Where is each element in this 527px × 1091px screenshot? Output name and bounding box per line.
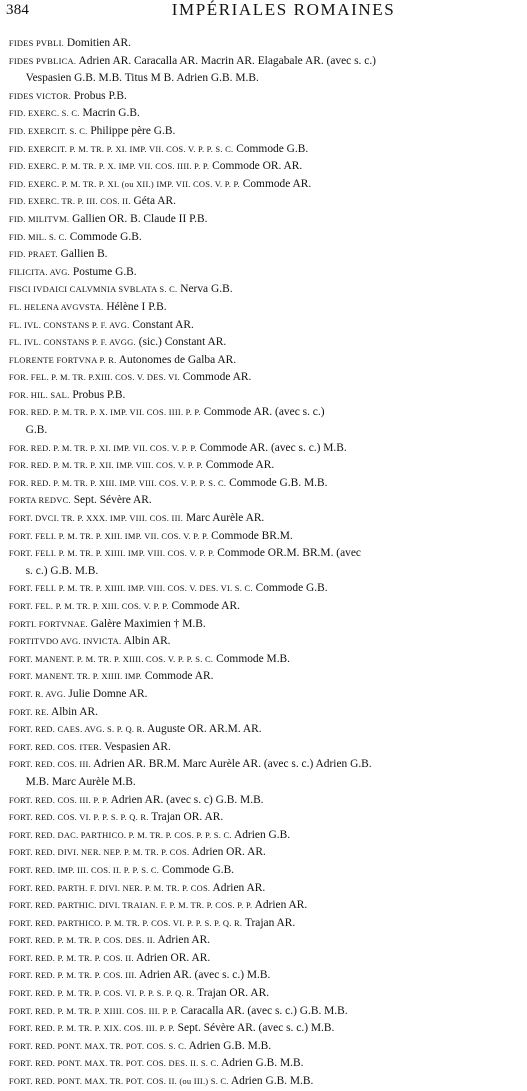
entry-line — [0, 650, 519, 668]
emperor-and-metals: Commode BR.M. — [208, 528, 293, 542]
coin-legend: FOR. RED. P. M. TR. P. XIII. IMP. VIII. COS. V. P. P. S. C. — [8, 477, 227, 488]
emperor-and-metals: Commode AR. — [239, 176, 312, 190]
entry-line — [0, 245, 519, 263]
entry-line — [0, 1002, 519, 1020]
page-number: 384 — [6, 2, 30, 18]
coin-legend: FORT. RED. P. M. TR. P. COS. III. — [8, 970, 137, 981]
coin-legend: FORT. RED. P. M. TR. P. COS. II. — [8, 952, 134, 963]
emperor-and-metals: Albin AR. — [121, 634, 171, 648]
emperor-and-metals: Marc Aurèle AR. — [183, 511, 265, 525]
entry-line — [0, 791, 519, 809]
entry-line — [0, 386, 519, 404]
coin-legend: FISCI IVDAICI CALVMNIA SVBLATA S. C. — [8, 284, 178, 295]
coin-legend: FORT. RED. COS. III. — [8, 759, 91, 770]
entry-line — [0, 157, 519, 175]
coin-legend: FORT. MANENT. P. M. TR. P. XIIII. COS. V. P. P. S. C. — [8, 653, 214, 664]
emperor-and-metals: Adrien AR. BR.M. Marc Aurèle AR. (avec s. c.) Adrien G.B. — [90, 757, 372, 771]
entry-line — [0, 861, 519, 879]
emperor-and-metals: G.B. — [25, 423, 48, 437]
entry-line — [0, 280, 519, 298]
entry-line — [0, 1019, 519, 1037]
entry-line — [0, 527, 519, 545]
coin-legend: FORT. RED. PARTH. F. DIVI. NER. P. M. TR. P. COS. — [8, 882, 211, 893]
entry-continuation-line — [0, 69, 519, 87]
emperor-and-metals: Commode G.B. M.B. — [226, 475, 328, 489]
emperor-and-metals: Constant AR. — [129, 317, 194, 331]
emperor-and-metals: Adrien AR. — [252, 898, 308, 912]
coin-legend: FORTI. FORTVNAE. — [8, 618, 88, 629]
emperor-and-metals: Adrien AR. Caracalla AR. Macrin AR. Elagabale AR. (avec s. c.) — [76, 53, 376, 67]
coin-legend: FOR. FEL. P. M. TR. P.XIII. COS. V. DES. VI. — [8, 372, 180, 383]
coin-legend: FORT. RED. P. M. TR. P. COS. DES. II. — [8, 935, 156, 946]
page-header — [0, 0, 527, 22]
coin-legend: FORT. RED. COS. VI. P. P. S. P. Q. R. — [8, 812, 149, 823]
emperor-and-metals: M.B. Marc Aurèle M.B. — [25, 774, 136, 788]
entry-line — [0, 192, 519, 210]
emperor-and-metals: Trajan OR. AR. — [148, 810, 224, 824]
emperor-and-metals: Adrien OR. AR. — [133, 950, 211, 964]
emperor-and-metals: Macrin G.B. — [79, 106, 140, 120]
coin-legend: FID. PRAET. — [8, 249, 58, 260]
emperor-and-metals: Adrien AR. (avec s. c) G.B. M.B. — [108, 792, 264, 806]
entry-line — [0, 738, 519, 756]
emperor-and-metals: Adrien OR. AR. — [189, 845, 266, 859]
coin-legend: FORT. RED. CAES. AVG. S. P. Q. R. — [8, 724, 145, 735]
coin-legend: FID. EXERC. P. M. TR. P. X. IMP. VII. COS. IIII. P. P. — [8, 161, 210, 172]
coin-legend: FID. EXERC. P. M. TR. P. XI. (ou XII.) IMP. VII. COS. V. P. P. — [8, 178, 240, 189]
entry-line — [0, 228, 519, 246]
emperor-and-metals: Auguste OR. AR.M. AR. — [144, 722, 262, 736]
entry-line — [0, 122, 519, 140]
entry-line — [0, 87, 519, 105]
emperor-and-metals: Commode OR. AR. — [209, 159, 303, 173]
coin-legend: FORT. RED. COS. III. P. P. — [8, 794, 109, 805]
emperor-and-metals: Commode AR. — [179, 370, 252, 384]
coin-legend: FORT. RED. COS. ITER. — [8, 741, 102, 752]
coin-legend: FIDES PVBLI. — [8, 38, 65, 48]
coin-legend: FORT. R. AVG. — [8, 688, 66, 699]
coin-legend: FL. HELENA AVGVSTA. — [8, 301, 104, 312]
entry-line — [0, 703, 519, 721]
emperor-and-metals: Albin AR. — [48, 704, 98, 718]
entry-line — [0, 826, 519, 844]
entry-line — [0, 685, 519, 703]
entry-line — [0, 1054, 519, 1072]
entry-line — [0, 879, 519, 897]
emperor-and-metals: Commode G.B. — [66, 229, 142, 243]
coin-legend: FORTITVDO AVG. INVICTA. — [8, 636, 122, 647]
entry-line — [0, 1037, 519, 1055]
coin-legend: FORT. MANENT. TR. P. XIIII. IMP. — [8, 671, 143, 682]
page-title: IMPÉRIALES ROMAINES — [171, 0, 396, 19]
coin-legend: FLORENTE FORTVNA P. R. — [8, 354, 117, 365]
entry-line — [0, 298, 519, 316]
entry-line — [0, 914, 519, 932]
entry-line — [0, 579, 519, 597]
entry-line — [0, 949, 519, 967]
coin-legend: FORT. RED. PONT. MAX. TR. POT. COS. II. (ou III.) S. C. — [8, 1076, 229, 1087]
emperor-and-metals: Galère Maximien † M.B. — [87, 616, 206, 630]
emperor-and-metals: Gallien B. — [57, 247, 108, 261]
emperor-and-metals: Philippe père G.B. — [87, 123, 176, 137]
entry-line — [0, 720, 519, 738]
coin-legend: FOR. HIL. SAL. — [8, 389, 70, 400]
coin-legend: FID. EXERC. TR. P. III. COS. II. — [8, 196, 131, 207]
emperor-and-metals: Commode AR. (avec s. c.) — [200, 405, 325, 419]
entry-line — [0, 351, 519, 369]
entry-line — [0, 104, 519, 122]
emperor-and-metals: (sic.) Constant AR. — [135, 335, 227, 349]
emperor-and-metals: Gallien OR. B. Claude II P.B. — [69, 211, 208, 225]
entry-line — [0, 755, 519, 773]
coin-legend: FOR. RED. P. M. TR. P. X. IMP. VII. COS. IIII. P. P. — [8, 407, 201, 418]
entry-continuation-line — [0, 562, 519, 580]
emperor-and-metals: Sept. Sévère AR. — [70, 493, 152, 507]
entry-line — [0, 52, 519, 70]
emperor-and-metals: s. c.) G.B. M.B. — [25, 563, 99, 577]
coin-legend: FORTA REDVC. — [8, 495, 71, 506]
emperor-and-metals: Probus P.B. — [69, 387, 126, 401]
emperor-and-metals: Commode G.B. — [252, 581, 328, 595]
coin-legend: FIDES PVBLICA. — [8, 55, 77, 66]
entry-line — [0, 984, 519, 1002]
emperor-and-metals: Nerva G.B. — [177, 282, 233, 296]
emperor-and-metals: Adrien AR. — [155, 933, 211, 947]
emperor-and-metals: Adrien AR. — [210, 880, 266, 894]
emperor-and-metals: Sept. Sévère AR. (avec s. c.) M.B. — [174, 1021, 335, 1035]
coin-legend: FOR. RED. P. M. TR. P. XI. IMP. VII. COS. V. P. P. — [8, 442, 197, 453]
coin-legend: FORT. RED. DIVI. NER. NEP. P. M. TR. P. COS. — [8, 847, 190, 858]
entry-line — [0, 896, 519, 914]
entry-line — [0, 632, 519, 650]
coin-legend: FL. IVL. CONSTANS P. F. AVGG. — [8, 337, 136, 348]
entry-line — [0, 931, 519, 949]
coin-legend: FID. EXERCIT. S. C. — [8, 125, 88, 136]
emperor-and-metals: Adrien G.B. M.B. — [186, 1038, 272, 1052]
emperor-and-metals: Adrien G.B. M.B. — [218, 1056, 304, 1070]
entry-line — [0, 403, 519, 421]
coin-legend: FID. EXERCIT. P. M. TR. P. XI. IMP. VII. COS. V. P. P. S. C. — [8, 143, 234, 154]
coin-legend: FORT. RE. — [8, 706, 49, 717]
emperor-and-metals: Commode G.B. — [159, 862, 235, 876]
entry-line — [0, 491, 519, 509]
entry-line — [0, 667, 519, 685]
emperor-and-metals: Caracalla AR. (avec s. c.) G.B. M.B. — [177, 1003, 348, 1017]
entry-continuation-line — [0, 421, 519, 439]
emperor-and-metals: Commode M.B. — [213, 651, 291, 665]
coin-legend: FORT. FELI. P. M. TR. P. XIII. IMP. VII. COS. V. P. P. — [8, 530, 209, 541]
emperor-and-metals: Commode AR. (avec s. c.) M.B. — [196, 440, 347, 454]
entry-line — [0, 597, 519, 615]
entry-line — [0, 509, 519, 527]
emperor-and-metals: Géta AR. — [130, 194, 176, 208]
emperor-and-metals: Hélène I P.B. — [103, 299, 167, 313]
emperor-and-metals: Adrien G.B. — [231, 827, 291, 841]
emperor-and-metals: Adrien AR. (avec s. c.) M.B. — [136, 968, 271, 982]
entry-line — [0, 615, 519, 633]
entry-line — [0, 544, 519, 562]
emperor-and-metals: Autonomes de Galba AR. — [116, 352, 237, 366]
entry-line — [0, 263, 519, 281]
entry-line — [0, 1072, 519, 1090]
emperor-and-metals: Domitien AR. — [64, 36, 131, 49]
coin-legend: FID. MIL. S. C. — [8, 231, 67, 242]
emperor-and-metals: Julie Domne AR. — [65, 686, 148, 700]
entry-line — [0, 333, 519, 351]
coin-legend: FORT. RED. PARTHICO. P. M. TR. P. COS. VI. P. P. S. P. Q. R. — [8, 917, 243, 928]
entry-line — [0, 140, 519, 158]
entry-line — [0, 34, 519, 52]
emperor-and-metals: Commode G.B. — [233, 141, 309, 155]
emperor-and-metals: Commode AR. — [142, 669, 214, 683]
coin-legend: FID. MILITVM. — [8, 213, 70, 224]
coin-legend: FORT. RED. PONT. MAX. TR. POT. COS. DES. II. S. C. — [8, 1058, 219, 1069]
coin-legend: FORT. RED. P. M. TR. P. COS. VI. P. P. S. P. Q. R. — [8, 988, 195, 999]
entry-line — [0, 966, 519, 984]
entry-line — [0, 808, 519, 826]
entry-continuation-line — [0, 773, 519, 791]
emperor-and-metals: Trajan OR. AR. — [194, 986, 270, 1000]
entry-line — [0, 316, 519, 334]
coin-legend: FORT. DVCI. TR. P. XXX. IMP. VIII. COS. III. — [8, 513, 184, 524]
entry-line — [0, 368, 519, 386]
emperor-and-metals: Probus P.B. — [71, 88, 127, 102]
coin-legend: FIDES VICTOR. — [8, 90, 72, 101]
entry-line — [0, 175, 519, 193]
entry-line — [0, 456, 519, 474]
coin-legend: FORT. RED. PONT. MAX. TR. POT. COS. S. C. — [8, 1040, 187, 1051]
emperor-and-metals: Vespasien G.B. M.B. Titus M B. Adrien G.B. M.B. — [25, 71, 259, 85]
coin-legend: FID. EXERC. S. C. — [8, 108, 80, 119]
entry-line — [0, 843, 519, 861]
coin-legend: FOR. RED. P. M. TR. P. XII. IMP. VIII. COS. V. P. P. — [8, 460, 203, 471]
coin-legend: FORT. RED. P. M. TR. P. XIX. COS. III. P. P. — [8, 1023, 175, 1034]
emperor-and-metals: Commode AR. — [168, 599, 241, 612]
coin-legend: FORT. RED. PARTHIC. DIVI. TRAIAN. F. P. M. TR. P. COS. P. P. — [8, 900, 253, 911]
entry-line — [0, 210, 519, 228]
entry-line — [0, 439, 519, 457]
coin-legend: FORT. RED. IMP. III. COS. II. P. P. S. C. — [8, 864, 160, 875]
coin-legend: FILICITA. AVG. — [8, 266, 71, 277]
coin-legend: FORT. RED. P. M. TR. P. XIIII. COS. III. P. P. — [8, 1005, 178, 1016]
emperor-and-metals: Adrien G.B. M.B. — [228, 1074, 314, 1088]
emperor-and-metals: Trajan AR. — [242, 915, 296, 929]
coin-legend: FORT. FEL. P. M. TR. P. XIII. COS. V. P. P. — [8, 601, 169, 611]
entry-line — [0, 474, 519, 492]
emperor-and-metals: Commode AR. — [202, 458, 275, 472]
coin-legend: FL. IVL. CONSTANS P. F. AVG. — [8, 319, 130, 330]
emperor-and-metals: Vespasien AR. — [101, 739, 171, 753]
emperor-and-metals: Postume G.B. — [70, 264, 137, 278]
emperor-and-metals: Commode OR.M. BR.M. (avec — [214, 546, 362, 560]
coin-legend: FORT. FELI. P. M. TR. P. XIIII. IMP. VIII. COS. V. DES. VI. S. C. — [8, 583, 253, 594]
entry-list — [0, 34, 527, 1090]
coin-legend: FORT. FELI. P. M. TR. P. XIIII. IMP. VIII. COS. V. P. P. — [8, 548, 215, 559]
coin-legend: FORT. RED. DAC. PARTHICO. P. M. TR. P. COS. P. P. S. C. — [8, 829, 232, 840]
